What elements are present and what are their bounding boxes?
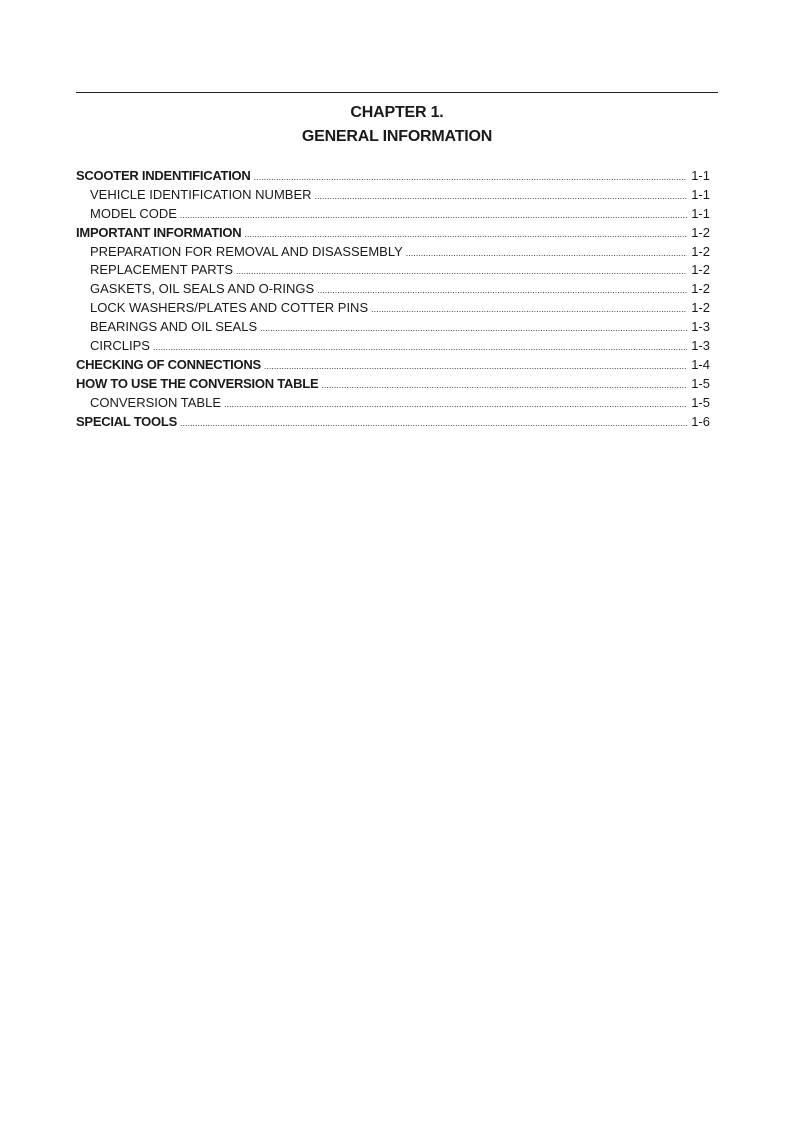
toc-entry-page: 1-1 xyxy=(691,186,710,202)
header-rule xyxy=(76,92,718,93)
toc-entry-page: 1-2 xyxy=(691,243,710,259)
toc-subentry[interactable] xyxy=(76,186,710,205)
toc-entry-title: MODEL CODE xyxy=(90,205,177,221)
toc-entry-title: VEHICLE IDENTIFICATION NUMBER xyxy=(90,186,312,202)
toc-entry-page: 1-2 xyxy=(691,281,710,297)
toc-dot-leader xyxy=(317,281,687,300)
toc-entry-page: 1-6 xyxy=(691,413,710,429)
toc-dot-leader xyxy=(180,206,687,225)
toc-dot-leader xyxy=(315,187,688,206)
toc-dot-leader xyxy=(254,168,688,187)
toc-subentry[interactable] xyxy=(76,280,710,299)
toc-entry-title: BEARINGS AND OIL SEALS xyxy=(90,319,258,335)
toc-dot-leader xyxy=(406,244,687,263)
toc-subentry[interactable] xyxy=(76,394,710,413)
chapter-header xyxy=(76,101,718,149)
toc-subentry[interactable] xyxy=(76,261,710,280)
toc-entry-title: SCOOTER INDENTIFICATION xyxy=(76,168,251,183)
toc-dot-leader xyxy=(236,262,687,281)
toc-dot-leader xyxy=(244,225,687,244)
toc-entry-title: CIRCLIPS xyxy=(90,338,150,354)
toc-subentry[interactable] xyxy=(76,205,710,224)
toc-entry-title: CHECKING OF CONNECTIONS xyxy=(76,356,261,372)
toc-entry-title: GASKETS, OIL SEALS AND O-RINGS xyxy=(90,281,315,297)
toc-entry[interactable] xyxy=(76,413,710,432)
toc-dot-leader xyxy=(260,319,687,338)
toc-entry-title: HOW TO USE THE CONVERSION TABLE xyxy=(76,375,319,391)
toc-subentry[interactable] xyxy=(76,337,710,356)
toc-entry-title: SPECIAL TOOLS xyxy=(76,413,178,429)
toc-entry-page: 1-1 xyxy=(691,168,710,183)
toc-dot-leader xyxy=(321,376,687,395)
toc-dot-leader xyxy=(180,414,687,433)
toc-entry[interactable] xyxy=(76,224,710,243)
toc-subentry[interactable] xyxy=(76,299,710,318)
toc-entry-title: CONVERSION TABLE xyxy=(90,394,221,410)
toc-entry-page: 1-4 xyxy=(691,356,710,372)
toc-entry-title: PREPARATION FOR REMOVAL AND DISASSEMBLY xyxy=(90,243,403,259)
toc-entry-page: 1-3 xyxy=(691,338,710,354)
toc-subentry[interactable] xyxy=(76,243,710,262)
table-of-contents xyxy=(76,167,710,431)
toc-subentry[interactable] xyxy=(76,318,710,337)
toc-entry-page: 1-5 xyxy=(691,394,710,410)
toc-entry[interactable] xyxy=(76,356,710,375)
chapter-number: CHAPTER 1. xyxy=(350,104,444,121)
toc-entry-page: 1-2 xyxy=(691,224,710,240)
toc-dot-leader xyxy=(153,338,687,357)
toc-entry-page: 1-5 xyxy=(691,375,710,391)
toc-entry-page: 1-2 xyxy=(691,262,710,278)
toc-entry[interactable] xyxy=(76,167,710,186)
toc-entry[interactable] xyxy=(76,375,710,394)
toc-entry-page: 1-2 xyxy=(691,300,710,316)
chapter-title: GENERAL INFORMATION xyxy=(301,128,493,145)
toc-entry-page: 1-3 xyxy=(691,319,710,335)
toc-dot-leader xyxy=(371,300,687,319)
toc-entry-title: IMPORTANT INFORMATION xyxy=(76,224,242,240)
toc-dot-leader xyxy=(224,395,687,414)
toc-dot-leader xyxy=(264,357,687,376)
toc-entry-page: 1-1 xyxy=(691,205,710,221)
toc-entry-title: REPLACEMENT PARTS xyxy=(90,262,234,278)
toc-entry-title: LOCK WASHERS/PLATES AND COTTER PINS xyxy=(90,300,369,316)
